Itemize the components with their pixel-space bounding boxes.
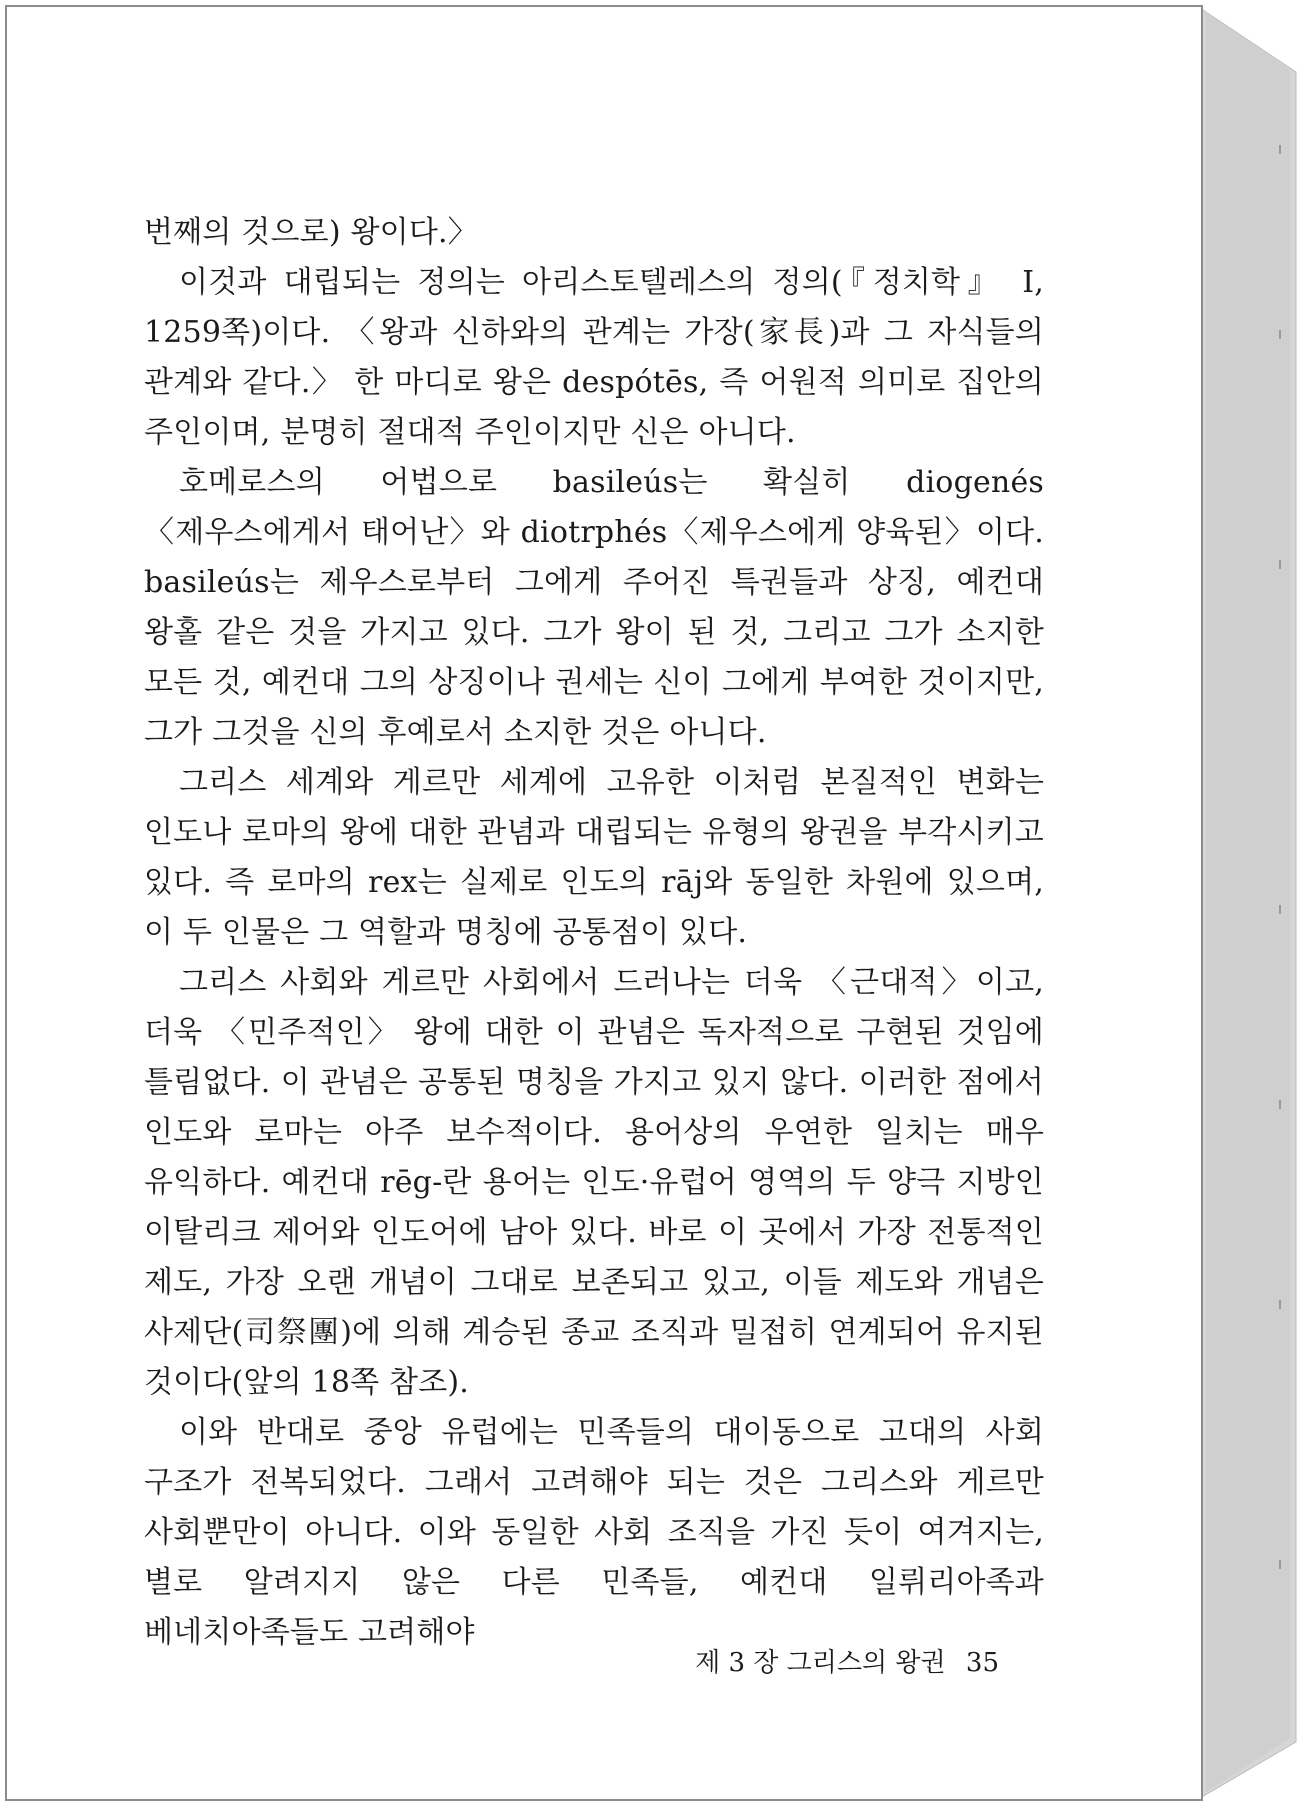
paragraph: 호메로스의 어법으로 basileús는 확실히 diogenés〈제우스에게서 태어난〉와 diotrphés〈제우스에게 양육된〉이다. basileús는 제우스로부터 그에게 주어진 특권들과 상징, 예컨대 왕홀 같은 것을 가지고 있다. 그가 왕이 된 것, 그리고 그가 소지한 모든 것, 예컨대 그의 상징이나 권세는 신이 그에게 부여한 것이지만, 그가 그것을 신의 후예로서 소지한 것은 아니다. bbox=[144, 465, 1044, 750]
paragraph: 그리스 세계와 게르만 세계에 고유한 이처럼 본질적인 변화는 인도나 로마의 왕에 대한 관념과 대립되는 유형의 왕권을 부각시키고 있다. 즉 로마의 rex는 실제로 인도의 rāj와 동일한 차원에 있으며, 이 두 인물은 그 역할과 명칭에 공통점이 있다. bbox=[144, 765, 1044, 950]
page-number: 35 bbox=[965, 1648, 999, 1678]
paragraph: 이것과 대립되는 정의는 아리스토텔레스의 정의(『정치학』 I, 1259쪽)이다. 〈왕과 신하와의 관계는 가장(家長)과 그 자식들의 관계와 같다.〉 한 마디로 왕은 despótēs, 즉 어원적 의미로 집안의 주인이며, 분명히 절대적 주인이지만 신은 아니다. bbox=[144, 265, 1044, 450]
book-page bbox=[8, 8, 1200, 1798]
paragraph: 이와 반대로 중앙 유럽에는 민족들의 대이동으로 고대의 사회 구조가 전복되었다. 그래서 고려해야 되는 것은 그리스와 게르만 사회뿐만이 아니다. 이와 동일한 사회 조직을 가진 듯이 여겨지는, 별로 알려지지 않은 다른 민족들, 예컨대 일뤼리아족과 베네치아족들도 고려해야 bbox=[144, 1415, 1044, 1650]
paragraph: 그리스 사회와 게르만 사회에서 드러나는 더욱 〈근대적〉이고, 더욱 〈민주적인〉 왕에 대한 이 관념은 독자적으로 구현된 것임에 틀림없다. 이 관념은 공통된 명칭을 가지고 있지 않다. 이러한 점에서 인도와 로마는 아주 보수적이다. 용어상의 우연한 일치는 매우 유익하다. 예컨대 rēg-란 용어는 인도·유럽어 영역의 두 양극 지방인 이탈리크 제어와 인도어에 남아 있다. 바로 이 곳에서 가장 전통적인 제도, 가장 오랜 개념이 그대로 보존되고 있고, 이들 제도와 개념은 사제단(司祭團)에 의해 계승된 종교 조직과 밀접히 연계되어 유지된 것이다(앞의 18쪽 참조). bbox=[144, 965, 1044, 1400]
edge-mark bbox=[1279, 905, 1281, 914]
edge-mark bbox=[1279, 145, 1281, 154]
edge-mark bbox=[1279, 1100, 1281, 1109]
paragraph: 번째의 것으로) 왕이다.〉 bbox=[144, 215, 478, 250]
edge-mark bbox=[1279, 1560, 1281, 1569]
page-footer bbox=[695, 1642, 999, 1679]
running-title: 제 3 장 그리스의 왕권 bbox=[695, 1648, 946, 1678]
edge-mark bbox=[1279, 1300, 1281, 1309]
page-block-edge bbox=[1206, 12, 1290, 1792]
edge-mark bbox=[1279, 560, 1281, 569]
body-text bbox=[144, 208, 1044, 1658]
edge-mark bbox=[1279, 330, 1281, 339]
